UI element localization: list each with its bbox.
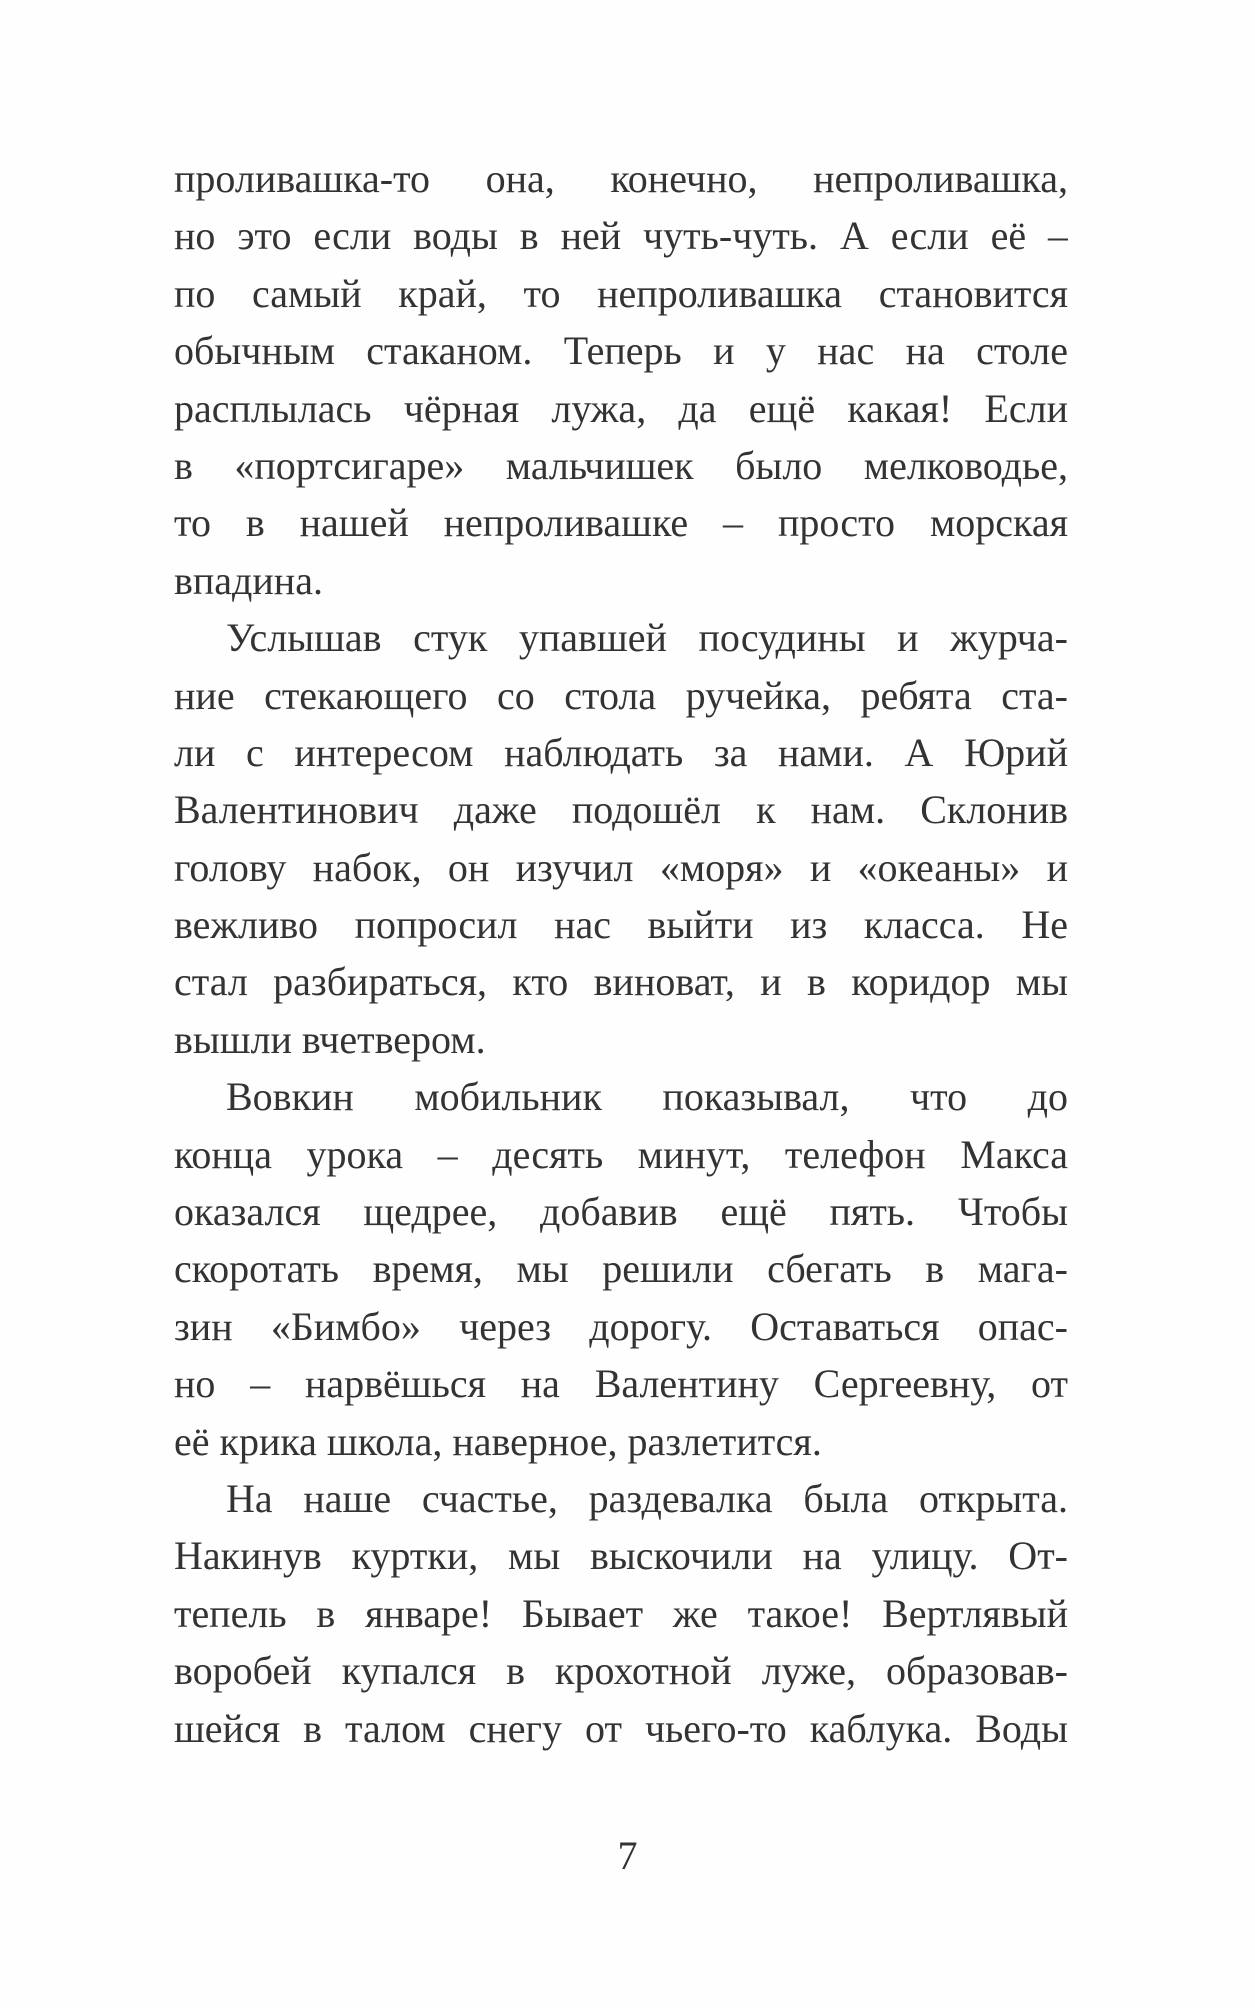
text-line: но – нарвёшься на Валентину Сергеевну, от xyxy=(174,1361,1068,1407)
text-line: обычным стаканом. Теперь и у нас на столе xyxy=(174,328,1068,374)
text-line: На наше счастье, раздевалка была открыта. xyxy=(226,1475,1068,1521)
text-line: Валентинович даже подошёл к нам. Склонив xyxy=(174,787,1068,833)
text-line: зин «Бимбо» через дорогу. Оставаться опас- xyxy=(174,1303,1068,1349)
paragraph-2 xyxy=(174,609,1068,1068)
text-line: в «портсигаре» мальчишек было мелководье, xyxy=(174,442,1068,488)
text-line: воробей купался в крохотной луже, образовав- xyxy=(174,1648,1068,1694)
text-line: по самый край, то непроливашка становится xyxy=(174,270,1068,316)
text-line: её крика школа, наверное, разлетится. xyxy=(174,1418,822,1464)
page-number: 7 xyxy=(617,1833,638,1878)
text-line: впадина. xyxy=(174,557,323,603)
text-line: скоротать время, мы решили сбегать в мага- xyxy=(174,1246,1068,1292)
text-line: шейся в талом снегу от чьего-то каблука. Воды xyxy=(174,1705,1068,1751)
text-line: но это если воды в ней чуть-чуть. А если её – xyxy=(174,213,1068,259)
text-line: оказался щедрее, добавив ещё пять. Чтобы xyxy=(174,1189,1068,1235)
text-line: Услышав стук упавшей посудины и журча- xyxy=(226,615,1068,661)
text-line: расплылась чёрная лужа, да ещё какая! Если xyxy=(174,385,1068,431)
paragraph-1 xyxy=(174,150,1068,609)
text-line: ние стекающего со стола ручейка, ребята ста- xyxy=(174,672,1068,718)
text-line: тепель в январе! Бывает же такое! Вертлявый xyxy=(174,1590,1068,1636)
text-line: вежливо попросил нас выйти из класса. Не xyxy=(174,902,1068,948)
paragraph-3 xyxy=(174,1068,1068,1470)
text-line: голову набок, он изучил «моря» и «океаны» и xyxy=(174,844,1068,890)
text-line: Накинув куртки, мы выскочили на улицу. От- xyxy=(174,1533,1068,1579)
text-line: стал разбираться, кто виноват, и в коридор мы xyxy=(174,959,1068,1005)
text-line: то в нашей непроливашке – просто морская xyxy=(174,500,1068,546)
text-line: конца урока – десять минут, телефон Макса xyxy=(174,1131,1068,1177)
text-line: ли с интересом наблюдать за нами. А Юрий xyxy=(174,729,1068,775)
text-line: вышли вчетвером. xyxy=(174,1016,486,1062)
body-text xyxy=(174,150,1068,1757)
text-line: проливашка-то она, конечно, непроливашка, xyxy=(174,156,1068,201)
paragraph-4 xyxy=(174,1470,1068,1757)
text-line: Вовкин мобильник показывал, что до xyxy=(226,1074,1068,1120)
